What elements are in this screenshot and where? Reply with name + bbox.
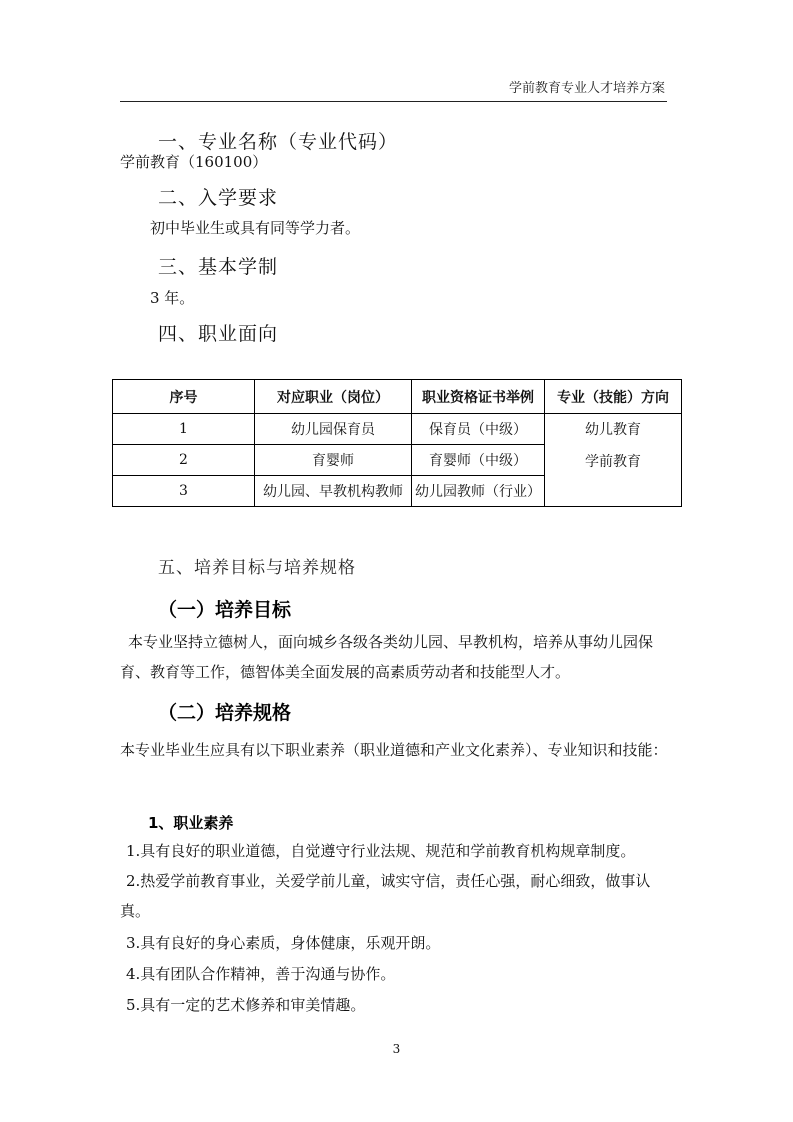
table-cell-certificate: 育婴师（中级）	[412, 445, 545, 476]
table-header-row	[113, 380, 682, 414]
section2-content: 初中毕业生或具有同等学力者。	[150, 219, 361, 237]
table-cell-occupation: 幼儿园、早教机构教师	[255, 476, 412, 507]
table-cell-occupation: 幼儿园保育员	[255, 414, 412, 445]
header-rule	[120, 101, 667, 102]
table-header-cell: 职业资格证书举例	[412, 380, 545, 414]
direction-item: 学前教育	[585, 454, 641, 470]
list-item: 4.具有团队合作精神，善于沟通与协作。	[126, 965, 396, 983]
list-item: 2.热爱学前教育事业，关爱学前儿童，诚实守信，责任心强，耐心细致，做事认真。	[120, 872, 651, 920]
section5-heading: 五、培养目标与培养规格	[158, 558, 356, 578]
spec-heading: （二）培养规格	[158, 702, 292, 724]
table-cell-certificate: 幼儿园教师（行业）	[412, 476, 545, 507]
table-cell-no: 3	[113, 476, 255, 507]
table-header-cell: 对应职业（岗位）	[255, 380, 412, 414]
table-cell-occupation: 育婴师	[255, 445, 412, 476]
running-header: 学前教育专业人才培养方案	[508, 81, 665, 96]
table-cell-certificate: 保育员（中级）	[412, 414, 545, 445]
sub1-heading: 1、职业素养	[148, 814, 234, 832]
goal-paragraph: 本专业坚持立德树人，面向城乡各级各类幼儿园、早教机构，培养从事幼儿园保育、教育等工作，德智体美全面发展的高素质劳动者和技能型人才。	[120, 633, 654, 681]
section1-heading: 一、专业名称（专业代码）	[158, 131, 399, 153]
section1-content: 学前教育（160100）	[120, 153, 268, 171]
section3-heading: 三、基本学制	[158, 256, 279, 278]
page-number: 3	[392, 1042, 401, 1056]
occupation-table	[112, 379, 682, 507]
list-item: 3.具有良好的身心素质，身体健康，乐观开朗。	[126, 934, 441, 952]
section2-heading: 二、入学要求	[158, 187, 279, 209]
section4-heading: 四、职业面向	[158, 323, 279, 345]
table-cell-no: 1	[113, 414, 255, 445]
list-item: 1.具有良好的职业道德，自觉遵守行业法规、规范和学前教育机构规章制度。	[126, 842, 636, 860]
direction-item: 幼儿教育	[585, 422, 641, 438]
table-cell-direction	[545, 414, 682, 507]
section3-content: 3 年。	[150, 289, 195, 307]
table-row	[113, 414, 682, 445]
goal-heading: （一）培养目标	[158, 599, 292, 621]
spec-intro: 本专业毕业生应具有以下职业素养（职业道德和产业文化素养）、专业知识和技能：	[120, 741, 668, 759]
list-item: 5.具有一定的艺术修养和审美情趣。	[126, 996, 366, 1014]
table-header-cell: 专业（技能）方向	[545, 380, 682, 414]
table-cell-no: 2	[113, 445, 255, 476]
table-header-cell: 序号	[113, 380, 255, 414]
